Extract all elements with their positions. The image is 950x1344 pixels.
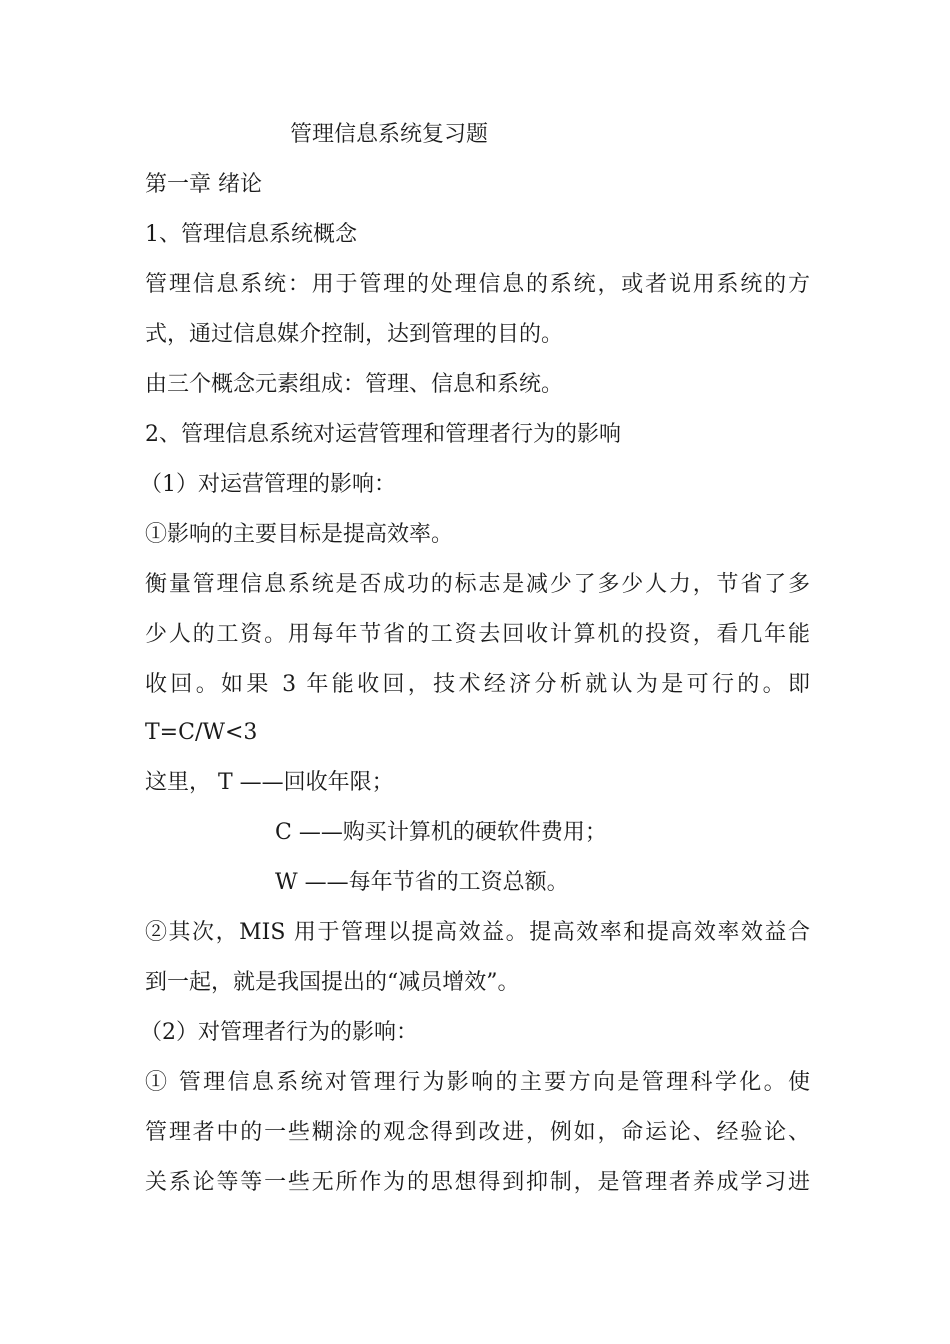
paragraph-line: 到一起，就是我国提出的“减员增效”。 xyxy=(145,970,520,995)
definition-line: C ——购买计算机的硬软件费用； xyxy=(275,820,607,845)
definition-line: 这里， T ——回收年限； xyxy=(145,770,394,795)
chapter-heading: 第一章 绪论 xyxy=(145,172,262,197)
document-title: 管理信息系统复习题 xyxy=(290,122,489,147)
paragraph-line: 衡量管理信息系统是否成功的标志是减少了多少人力，节省了多 xyxy=(145,572,810,597)
list-item: ②其次，MIS 用于管理以提高效益。提高效率和提高效率效益合 xyxy=(145,920,810,945)
formula: T=C/W<3 xyxy=(145,720,258,745)
definition-line: W ——每年节省的工资总额。 xyxy=(275,870,569,895)
list-item: ①影响的主要目标是提高效率。 xyxy=(145,522,454,547)
section-heading: 1、管理信息系统概念 xyxy=(145,222,357,247)
paragraph-line: 收回。如果 3 年能收回，技术经济分析就认为是可行的。即 xyxy=(145,672,810,697)
section-heading: 2、管理信息系统对运营管理和管理者行为的影响 xyxy=(145,422,621,447)
list-item: ① 管理信息系统对管理行为影响的主要方向是管理科学化。使 xyxy=(145,1070,810,1095)
subsection-heading: （1）对运营管理的影响： xyxy=(140,472,396,497)
paragraph-line: 由三个概念元素组成：管理、信息和系统。 xyxy=(145,372,564,397)
paragraph-line: 关系论等等一些无所作为的思想得到抑制，是管理者养成学习进 xyxy=(145,1170,810,1195)
subsection-heading: （2）对管理者行为的影响： xyxy=(140,1020,418,1045)
paragraph-line: 管理信息系统：用于管理的处理信息的系统，或者说用系统的方 xyxy=(145,272,810,297)
paragraph-line: 少人的工资。用每年节省的工资去回收计算机的投资，看几年能 xyxy=(145,622,810,647)
paragraph-line: 管理者中的一些糊涂的观念得到改进，例如，命运论、经验论、 xyxy=(145,1120,810,1145)
paragraph-line: 式，通过信息媒介控制，达到管理的目的。 xyxy=(145,322,564,347)
